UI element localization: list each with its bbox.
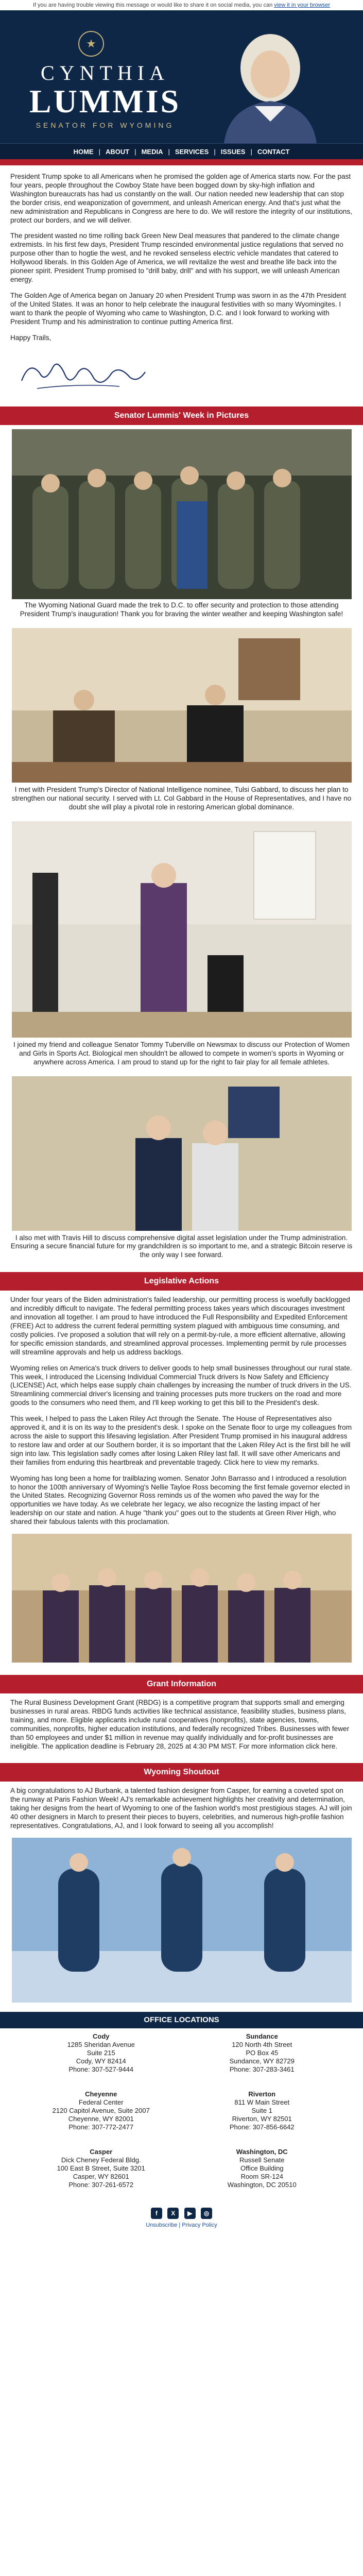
- nav-media[interactable]: MEDIA: [141, 147, 163, 156]
- caption-national-guard: The Wyoming National Guard made the trek to D.C. to offer security and protection to those attending President Trump's inauguration! Thank you for braving the winter weather and keeping Washington safe!: [20, 601, 343, 618]
- office-line: Room SR-124: [240, 2173, 283, 2180]
- office-line: Riverton, WY 82501: [232, 2115, 292, 2123]
- nav-services[interactable]: SERVICES: [175, 147, 209, 156]
- nav-home[interactable]: HOME: [73, 147, 94, 156]
- legislative-paragraph: This week, I helped to pass the Laken Riley Act through the Senate. The House of Representatives also approved it, and it is on its way to the president's desk. I spoke on the Senate floor to urge my colleagues from across the aisle to support this lifesaving legislation. After President Trump promised in his inaugural address to restore law and order at our Southern border, it is so important that the Laken Riley Act is the first bill he will sign into law. This legislation sadly comes after losing Laken Riley last fall. It will save other Americans and their families from enduring this heartbreak and preventable tragedy. Click here to view my remarks.: [10, 1415, 352, 1466]
- closing: Happy Trails,: [10, 333, 51, 342]
- intro-letter: [0, 165, 363, 401]
- nav-issues[interactable]: ISSUES: [220, 147, 246, 156]
- first-name: CYNTHIA: [41, 61, 169, 84]
- section-header-week: Senator Lummis' Week in Pictures: [0, 406, 363, 425]
- office-line: Suite 1: [251, 2107, 272, 2114]
- office-line: 120 North 4th Street: [232, 2041, 292, 2048]
- top-note: [0, 0, 363, 10]
- office-list: [0, 2028, 363, 2206]
- office-line: Office Building: [240, 2164, 284, 2172]
- instagram-icon[interactable]: ◎: [201, 2208, 212, 2219]
- office-name: Riverton: [248, 2090, 276, 2098]
- office-line: 1285 Sheridan Avenue: [67, 2041, 135, 2048]
- grant-paragraph: The Rural Business Development Grant (RBDG) is a competitive program that supports small and emerging businesses in rural areas. RBDG funds activities like technical assistance, feasibility studies, business plans, training, and more. Eligible applicants include rural cooperatives (nonprofits), state agencies, towns, communities, nonprofits, higher education institutions, and federally recognized Tribes. Businesses with fewer than 50 employees and under $1 million in revenue may qualify individually and for-profit businesses are ineligible. The application deadline is February 28, 2025 at 4:30 PM MST. For more information click here.: [10, 1699, 350, 1750]
- office-phone: Phone: 307-261-6572: [68, 2181, 134, 2189]
- office-line: Sundance, WY 82729: [229, 2057, 295, 2065]
- office-line: 2120 Capitol Avenue, Suite 2007: [52, 2107, 150, 2114]
- facebook-icon[interactable]: f: [151, 2208, 162, 2219]
- office-name: Cheyenne: [85, 2090, 117, 2098]
- office-item: [182, 2032, 343, 2090]
- shoutout-text: [0, 1787, 363, 1831]
- x-twitter-icon[interactable]: X: [167, 2208, 179, 2219]
- photo-travis-hill-meeting: [12, 1076, 352, 1231]
- office-line: 100 East B Street, Suite 3201: [57, 2164, 145, 2172]
- nav-bar: HOME | ABOUT | MEDIA | SERVICES | ISSUES | CONTACT: [0, 143, 363, 159]
- photo-newsmax-interview: [12, 821, 352, 1038]
- legislative-paragraph: Wyoming relies on America's truck drivers to deliver goods to help small businesses throughout our rural state. This week, I introduced the Licensing Individual Commercial Truck drivers Is Now Safety and Efficiency (LICENSE) Act, which helps ease supply chain challenges by increasing the number of truck drivers in the US. Streamlining commercial driver's licensing and training processes puts more truckers on the road and more goods to the consumers who need them, and I'll keep working to get this bill to the President's desk.: [10, 1364, 352, 1407]
- section-header-grant: Grant Information: [0, 1675, 363, 1693]
- legislative-paragraph: Wyoming has long been a home for trailblazing women. Senator John Barrasso and I introduced a resolution to honor the 100th anniversary of Wyoming's Nellie Tayloe Ross becoming the first female governor elected in the United States. Recognizing Governor Ross reminds us of the women who paved the way for the opportunities we have today. As we celebrate her legacy, we also recognize the lasting impact of her leadership on our state and nation. A huge "thank you" goes out to the students at Green River High, who shared their fabulous talents with this proclamation.: [10, 1474, 350, 1526]
- shoutout-paragraph: A big congratulations to AJ Burbank, a talented fashion designer from Casper, for earning a coveted spot on the runway at Paris Fashion Week! AJ's remarkable achievement highlights her creativity and determination, taking her designs from the heart of Wyoming to one of the fashion world's most prestigious stages. AJ will join 40 other designers in March to present their pieces to buyers, celebrities, and numerous high-profile fashion representatives. Congratulations, AJ, and I look forward to seeing all you accomplish!: [10, 1787, 352, 1830]
- office-name: Sundance: [246, 2032, 278, 2040]
- signature: [16, 352, 150, 399]
- office-phone: Phone: 307-856-6642: [229, 2123, 295, 2131]
- photo-fashion-designs: [12, 1838, 352, 2003]
- office-name: Casper: [90, 2148, 113, 2156]
- office-line: Casper, WY 82601: [73, 2173, 129, 2180]
- social-links: [0, 2208, 363, 2219]
- office-phone: Phone: 307-772-2477: [68, 2123, 134, 2131]
- office-line: Washington, DC 20510: [227, 2181, 297, 2189]
- office-line: Dick Cheney Federal Bldg.: [61, 2156, 141, 2164]
- brand-block: [23, 31, 187, 129]
- office-line: Russell Senate: [239, 2156, 285, 2164]
- legislative-text: [0, 1296, 363, 1527]
- office-item: [21, 2148, 182, 2206]
- office-phone: Phone: 307-527-9444: [68, 2065, 134, 2073]
- grant-text: [0, 1699, 363, 1751]
- office-phone: Phone: 307-283-3461: [229, 2065, 295, 2073]
- office-item: [21, 2032, 182, 2090]
- intro-paragraph: President Trump spoke to all Americans when he promised the golden age of America starts now. For the past four years, people throughout the Cowboy State have been bogged down by sky-high inflation and Washington bureaucrats has had us constantly on the wall. Our nation needed new leadership that can stop the border crisis, end weaponization of government, and unleash American energy. And that's just what the new administration and Republicans in Congress are here to do. We will restore the integrity of our institutions, protect our borders, and we will deliver.: [10, 173, 352, 224]
- subtitle: SENATOR FOR WYOMING: [36, 121, 175, 129]
- legislative-paragraph: Under four years of the Biden administration's failed leadership, our permitting process is woefully backlogged and incredibly difficult to navigate. The federal permitting process takes years which discourages investment and innovation all together. I am proud to have introduced the Full Responsibility and Expedited Enforcement (FREE) Act to address the current federal permitting system plagued with ambiguous time consuming, and costly policies. I've proposed a solution that will rely on a permit-by-rule, a more efficient alternative, allowing for specific emission standards, and streamlined approval processes. Implementing permit by rule processes will streamline approvals and help us address backlogs.: [10, 1296, 350, 1356]
- star-seal-icon: ★: [78, 31, 104, 57]
- photo-green-river-students: [12, 1534, 352, 1663]
- view-in-browser-link[interactable]: view it in your browser: [274, 2, 331, 8]
- caption-travis-hill: I also met with Travis Hill to discuss comprehensive digital asset legislation under the Trump administration. Ensuring a secure financial future for my grandchildren is so important to me, and a strategic Bitcoin reserve is the only way I see forward.: [10, 1233, 353, 1259]
- office-item: [182, 2090, 343, 2148]
- top-note-text: If you are having trouble viewing this message or would like to share it on social media, you can: [32, 2, 273, 8]
- caption-newsmax: I joined my friend and colleague Senator Tommy Tuberville on Newsmax to discuss our Protection of Women and Girls in Sports Act. Biological men shouldn't be allowed to compete in women's sports in Wyoming or anywhere across America. I am proud to stand up for the right to fair play for all female athletes.: [13, 1040, 350, 1066]
- office-line: PO Box 45: [246, 2049, 279, 2057]
- intro-paragraph: The president wasted no time rolling back Green New Deal measures that pandered to the climate change extremists. In his first few days, President Trump rescinded environmental justice regulations that served no purpose other than to hogtie the west, and he revoked senseless electric vehicle mandates that catered to Hollywood liberals. In this Golden Age of America, we will revitalize the west and breathe life back into the pioneer spirit. President Trump promised to "drill baby, drill" and with his support, we will unleash American energy.: [10, 232, 343, 283]
- last-name: LUMMIS: [29, 83, 181, 120]
- office-line: Federal Center: [78, 2098, 124, 2106]
- office-line: 811 W Main Street: [234, 2098, 290, 2106]
- section-header-legislative: Legislative Actions: [0, 1272, 363, 1291]
- photo-national-guard: [12, 429, 352, 599]
- office-line: Suite 215: [87, 2049, 115, 2057]
- caption-tulsi-gabbard: I met with President Trump's Director of National Intelligence nominee, Tulsi Gabbard, to discuss her plan to strengthen our national security. I served with Lt. Col Gabbard in the House of Representatives, and I have no doubt she will play a pivotal role in restoring American global dominance.: [11, 786, 352, 811]
- red-divider: [0, 159, 363, 165]
- office-line: Cheyenne, WY 82001: [68, 2115, 134, 2123]
- youtube-icon[interactable]: ▶: [184, 2208, 196, 2219]
- unsubscribe-links[interactable]: Unsubscribe | Privacy Policy: [146, 2222, 217, 2228]
- office-item: [21, 2090, 182, 2148]
- nav-about[interactable]: ABOUT: [105, 147, 130, 156]
- office-name: Cody: [93, 2032, 110, 2040]
- office-line: Cody, WY 82414: [76, 2057, 126, 2065]
- office-name: Washington, DC: [236, 2148, 288, 2156]
- nav-contact[interactable]: CONTACT: [257, 147, 290, 156]
- section-header-shoutout: Wyoming Shoutout: [0, 1763, 363, 1782]
- senator-portrait: [214, 19, 327, 143]
- intro-paragraph: The Golden Age of America began on January 20 when President Trump was sworn in as the 47th President of the United States. It was an honor to help celebrate the inaugural festivities with so many Wyomingites. I want to thank the people of Wyoming who came to Washington, D.C. and I look forward to working with President Trump and his administration to continue putting America first.: [10, 291, 347, 326]
- photo-tulsi-gabbard-meeting: [12, 628, 352, 783]
- office-item: [182, 2148, 343, 2206]
- header-banner: [0, 10, 363, 143]
- office-locations-title: OFFICE LOCATIONS: [0, 2012, 363, 2028]
